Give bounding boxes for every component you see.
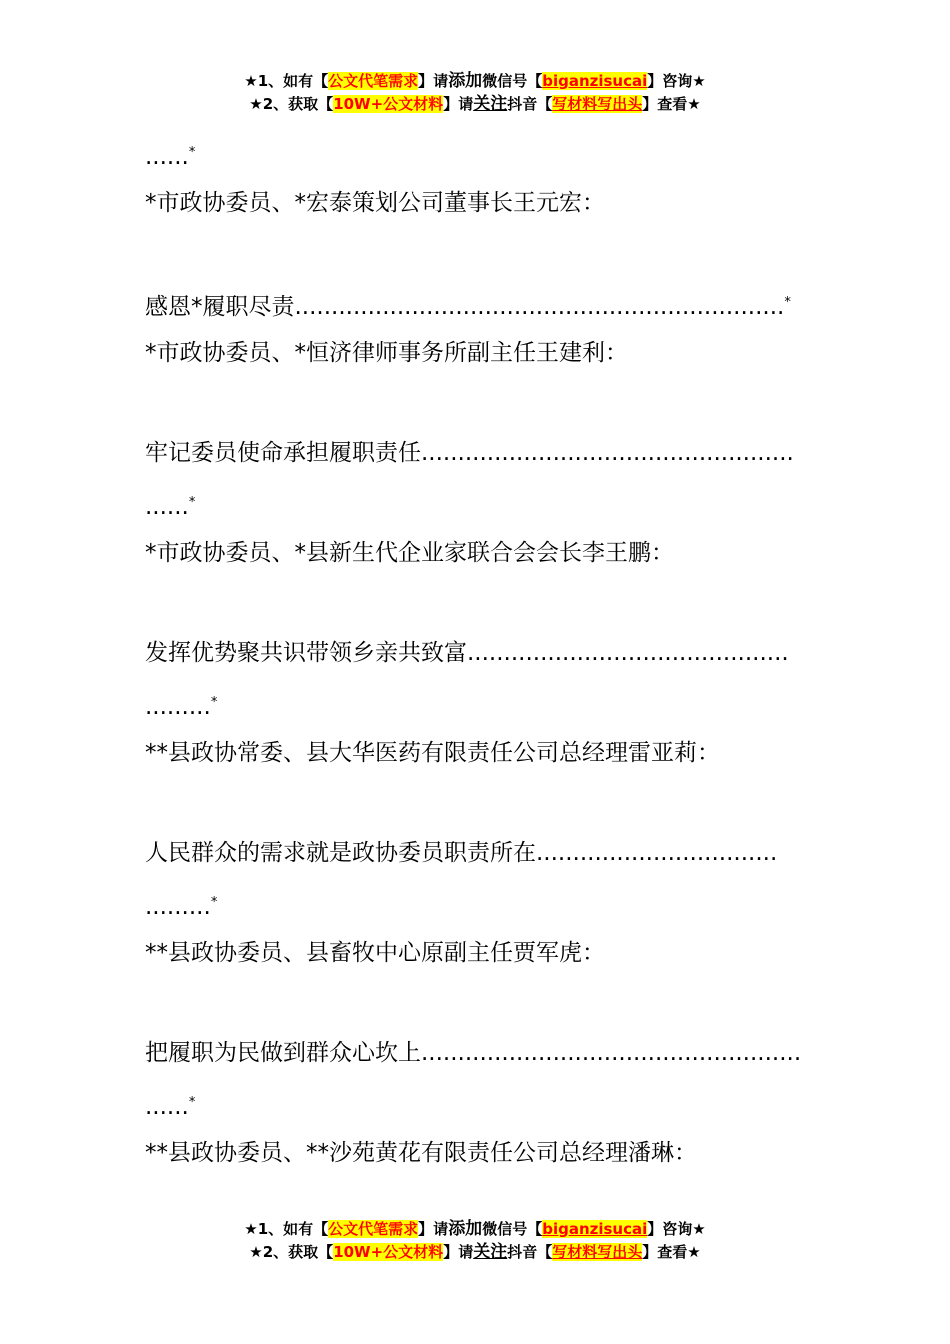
toc-line — [145, 1028, 807, 1078]
banner-text: 】请 — [443, 95, 474, 113]
banner-emphasis: 添加 — [448, 1219, 483, 1239]
banner-text: 】请 — [418, 1220, 449, 1238]
toc-line — [145, 1078, 807, 1128]
banner-text: 微信号【 — [482, 72, 543, 90]
toc-text: 感恩*履职尽责 — [145, 294, 295, 320]
blank-line — [145, 778, 807, 828]
banner-highlight: 10W+公文材料 — [333, 1243, 444, 1261]
banner-text: 】咨询★ — [647, 72, 706, 90]
toc-text: 人民群众的需求就是政协委员职责所在 — [145, 840, 536, 866]
banner-line-2 — [0, 1241, 950, 1264]
banner-text: ★2、获取【 — [249, 95, 334, 113]
toc-dot-leader: ............................................ — [467, 640, 789, 666]
toc-text: ...... — [145, 494, 189, 520]
toc-line — [145, 1128, 807, 1178]
toc-text: ......... — [145, 694, 211, 720]
top-banner — [0, 70, 950, 116]
toc-line — [145, 678, 807, 728]
blank-line — [145, 578, 807, 628]
banner-emphasis: 添加 — [448, 71, 483, 91]
blank-line — [145, 978, 807, 1028]
banner-text: 抖音【 — [507, 95, 553, 113]
banner-wechat-id: biganzisucai — [542, 1220, 648, 1238]
toc-line — [145, 528, 807, 578]
banner-wechat-id: biganzisucai — [542, 72, 648, 90]
toc-line — [145, 128, 807, 178]
toc-content — [145, 128, 807, 1178]
toc-text: **县政协常委、县大华医药有限责任公司总经理雷亚莉： — [145, 740, 720, 766]
banner-text: 】查看★ — [642, 95, 701, 113]
toc-text: 把履职为民做到群众心坎上 — [145, 1040, 421, 1066]
toc-text: ...... — [145, 144, 189, 170]
banner-line-2 — [0, 93, 950, 116]
toc-text: 发挥优势聚共识带领乡亲共致富 — [145, 640, 467, 666]
toc-dot-leader: ................................. — [536, 840, 778, 866]
banner-highlight: 公文代笔需求 — [328, 1220, 419, 1238]
toc-line — [145, 428, 807, 478]
toc-text: *市政协委员、*恒济律师事务所副主任王建利： — [145, 340, 628, 366]
toc-page-number: * — [188, 145, 196, 160]
banner-highlight: 10W+公文材料 — [333, 95, 444, 113]
toc-text: **县政协委员、**沙苑黄花有限责任公司总经理潘琳： — [145, 1140, 697, 1166]
toc-page-number: * — [784, 295, 791, 310]
toc-dot-leader: ................................................................... — [294, 294, 785, 320]
banner-douyin-id: 写材料写出头 — [552, 95, 643, 113]
toc-page-number: * — [188, 1095, 196, 1110]
blank-line — [145, 378, 807, 428]
banner-text: 】咨询★ — [647, 1220, 706, 1238]
toc-line — [145, 828, 807, 878]
banner-text: 】请 — [418, 72, 449, 90]
toc-line — [145, 178, 807, 228]
banner-emphasis: 关注 — [473, 1242, 508, 1262]
banner-text: 】请 — [443, 1243, 474, 1261]
banner-text: 抖音【 — [507, 1243, 553, 1261]
toc-text: ...... — [145, 1094, 189, 1120]
banner-text: ★1、如有【 — [244, 72, 329, 90]
banner-text: 微信号【 — [482, 1220, 543, 1238]
toc-line — [145, 878, 807, 928]
toc-page-number: * — [210, 695, 218, 710]
toc-line — [145, 728, 807, 778]
banner-text: ★2、获取【 — [249, 1243, 334, 1261]
banner-text: ★1、如有【 — [244, 1220, 329, 1238]
banner-highlight: 公文代笔需求 — [328, 72, 419, 90]
toc-line — [145, 328, 807, 378]
bottom-banner — [0, 1218, 950, 1264]
toc-line — [145, 278, 807, 328]
toc-dot-leader: .................................................... — [421, 1040, 802, 1066]
banner-line-1 — [0, 70, 950, 93]
toc-line — [145, 478, 807, 528]
toc-line — [145, 928, 807, 978]
banner-line-1 — [0, 1218, 950, 1241]
toc-text: *市政协委员、*县新生代企业家联合会会长李王鹏： — [145, 540, 674, 566]
toc-page-number: * — [188, 495, 196, 510]
toc-text: 牢记委员使命承担履职责任 — [145, 440, 421, 466]
toc-text: *市政协委员、*宏泰策划公司董事长王元宏： — [145, 190, 605, 216]
toc-text: **县政协委员、县畜牧中心原副主任贾军虎： — [145, 940, 605, 966]
toc-line — [145, 628, 807, 678]
toc-dot-leader: ................................................... — [421, 440, 794, 466]
banner-douyin-id: 写材料写出头 — [552, 1243, 643, 1261]
toc-page-number: * — [210, 895, 218, 910]
toc-text: ......... — [145, 894, 211, 920]
banner-text: 】查看★ — [642, 1243, 701, 1261]
blank-line — [145, 228, 807, 278]
banner-emphasis: 关注 — [473, 94, 508, 114]
